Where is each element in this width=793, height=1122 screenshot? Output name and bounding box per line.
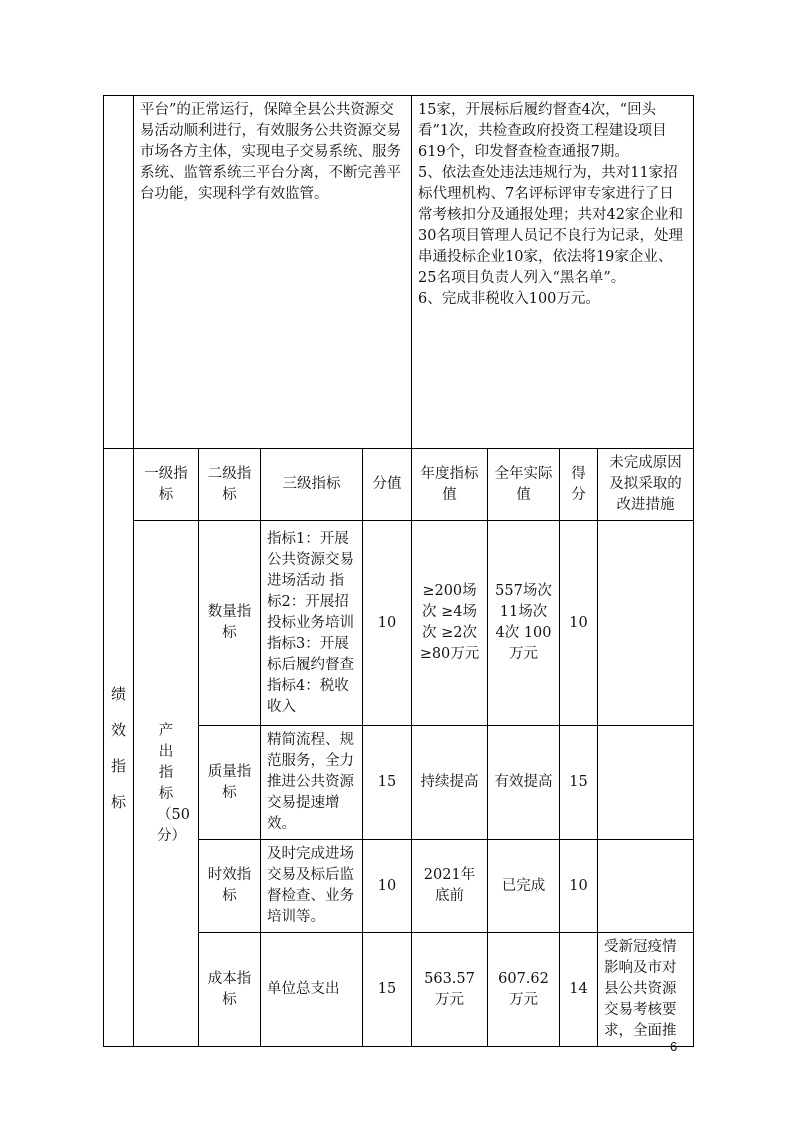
level2-cell: 时效指标: [199, 840, 261, 933]
header-level2: 二级指标: [199, 449, 261, 521]
target-cell: 2021年底前: [412, 840, 488, 933]
reason-cell: [598, 840, 694, 933]
reason-cell: 受新冠疫情影响及市对县公共资源交易考核要求，全面推: [598, 933, 694, 1047]
narrative-left-cell: [134, 96, 412, 449]
level3-cell: 精简流程、规范服务，全力推进公共资源交易提速增效。: [261, 726, 363, 840]
header-got: 得分: [560, 449, 598, 521]
target-cell: 563.57万元: [412, 933, 488, 1047]
target-cell: 持续提高: [412, 726, 488, 840]
narrative-left-text: 平台”的正常运行，保障全县公共资源交易活动顺利进行，有效服务公共资源交易市场各方主体，实现电子交易系统、服务系统、监管系统三平台分离，不断完善平台功能，实现科学有效监管。: [140, 102, 401, 202]
side-label: 绩效指标: [110, 684, 126, 811]
table-row: [104, 521, 694, 726]
header-level3: 三级指标: [261, 449, 363, 521]
reason-cell: [598, 521, 694, 726]
got-cell: 14: [560, 933, 598, 1047]
level2-cell: 质量指标: [199, 726, 261, 840]
level2-cell: 数量指标: [199, 521, 261, 726]
target-cell: ≥200场次 ≥4场次 ≥2次 ≥80万元: [412, 521, 488, 726]
score-cell: 15: [363, 933, 412, 1047]
side-label-cell: [104, 449, 134, 1047]
narrative-line: 5、依法查处违法违规行为，共对11家招标代理机构、7名评标评审专家进行了日常考核扣分及通报处理；共对42家企业和30名项目管理人员记不良行为记录，处理串通投标企业10家，依法将19家企业、25名项目负责人列入“黑名单”。: [418, 165, 683, 286]
score-cell: 10: [363, 521, 412, 726]
level3-cell: 单位总支出: [261, 933, 363, 1047]
page-number: 6: [670, 1039, 678, 1054]
got-cell: 10: [560, 840, 598, 933]
blank-side-cell: [104, 96, 134, 449]
reason-cell: [598, 726, 694, 840]
got-cell: 10: [560, 521, 598, 726]
header-reason: 未完成原因及拟采取的改进措施: [598, 449, 694, 521]
actual-cell: 557场次 11场次 4次 100万元: [488, 521, 560, 726]
score-cell: 10: [363, 840, 412, 933]
narrative-right-cell: [412, 96, 694, 449]
header-score: 分值: [363, 449, 412, 521]
narrative-line: 15家，开展标后履约督查4次，“回头看”1次，共检查政府投资工程建设项目619个，印发督查检查通报7期。: [418, 102, 667, 160]
level1-cell: [134, 521, 199, 1047]
level3-cell: 及时完成进场交易及标后监督检查、业务培训等。: [261, 840, 363, 933]
actual-cell: 有效提高: [488, 726, 560, 840]
narrative-line: 6、完成非税收入100万元。: [418, 291, 600, 307]
level3-cell: 指标1：开展公共资源交易进场活动 指标2：开展招投标业务培训 指标3：开展标后履约督查 指标4：税收收入: [261, 521, 363, 726]
actual-cell: 已完成: [488, 840, 560, 933]
performance-table: [103, 95, 694, 1047]
got-cell: 15: [560, 726, 598, 840]
header-level1: 一级指标: [134, 449, 199, 521]
header-annual-target: 年度指标值: [412, 449, 488, 521]
level2-cell: 成本指标: [199, 933, 261, 1047]
actual-cell: 607.62万元: [488, 933, 560, 1047]
header-actual: 全年实际值: [488, 449, 560, 521]
level1-label: 产出指标（50分）: [157, 722, 190, 844]
score-cell: 15: [363, 726, 412, 840]
